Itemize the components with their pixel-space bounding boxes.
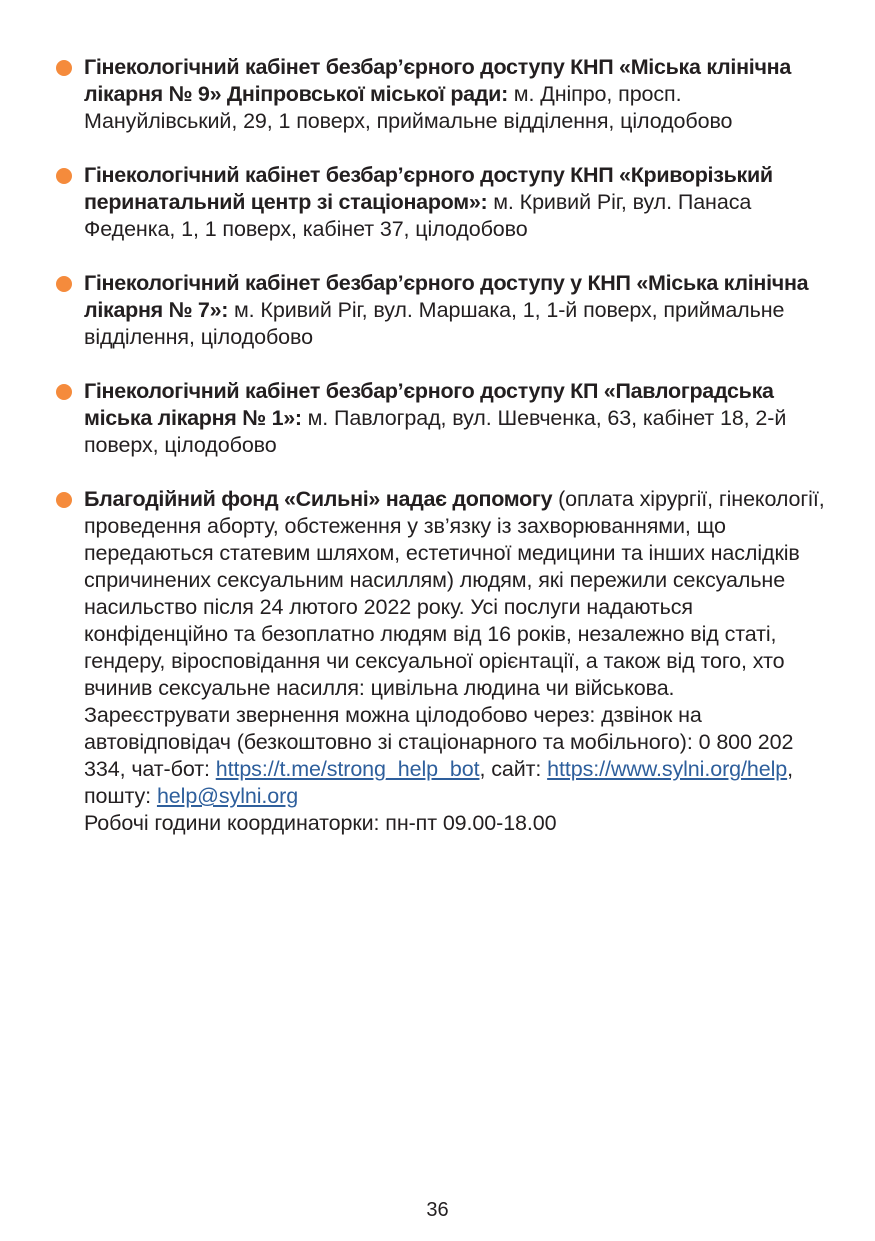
bullet-icon bbox=[56, 384, 72, 400]
item-address: м. Дніпро, просп. Мануйлівський, 29, 1 поверх, приймальне відділення, цілодобово bbox=[84, 82, 733, 133]
fund-list-item bbox=[56, 486, 826, 837]
item-title: Гінекологічний кабінет безбар’єрного доступу КП «Павлоградська міська лікарня № 1»: bbox=[84, 379, 774, 430]
list-item bbox=[56, 270, 826, 351]
item-title: Гінекологічний кабінет безбар’єрного доступу у КНП «Міська клінічна лікарня № 7»: bbox=[84, 271, 809, 322]
working-hours: Робочі години координаторки: пн-пт 09.00-18.00 bbox=[84, 811, 557, 835]
list-item bbox=[56, 54, 826, 135]
item-address: м. Кривий Ріг, вул. Маршака, 1, 1-й поверх, приймальне відділення, цілодобово bbox=[84, 298, 785, 349]
email-link[interactable]: help@sylni.org bbox=[156, 784, 299, 808]
list-item bbox=[56, 378, 826, 459]
item-title: Гінекологічний кабінет безбар’єрного доступу КНП «Міська клінічна лікарня № 9» Дніпровської міської ради: bbox=[84, 55, 791, 106]
item-address: м. Павлоград, вул. Шевченка, 63, кабінет 18, 2-й поверх, цілодобово bbox=[84, 406, 787, 457]
item-title: Гінекологічний кабінет безбар’єрного доступу КНП «Криворізький перинатальний центр зі стаціонаром»: bbox=[84, 163, 773, 214]
item-address: м. Кривий Ріг, вул. Панаса Феденка, 1, 1 поверх, кабінет 37, цілодобово bbox=[84, 190, 752, 241]
fund-title: Благодійний фонд «Сильні» надає допомогу bbox=[84, 487, 553, 511]
list-item bbox=[56, 162, 826, 243]
document-body bbox=[56, 54, 826, 864]
site-prefix: , сайт: bbox=[479, 757, 548, 781]
bullet-icon bbox=[56, 168, 72, 184]
email-prefix: , пошту: bbox=[84, 757, 793, 808]
site-link[interactable]: https://www.sylni.org/help bbox=[547, 757, 788, 781]
chatbot-link[interactable]: https://t.me/strong_help_bot bbox=[215, 757, 480, 781]
bullet-icon bbox=[56, 492, 72, 508]
fund-description: (оплата хірургії, гінекології, проведення аборту, обстеження у зв’язку із захворюваннями, що передаються статевим шляхом, естетичної медицини та інших наслідків спричинених сексуальним насиллям) людям, які пережили сексуальне насильство після 24 лютого 2022 року. Усі послуги надаються конфіденційно та безоплатно людям від 16 років, незалежно від статі, гендеру, віросповідання чи сексуальної орієнтації, а також від того, хто вчинив сексуальне насилля: цивільна людина чи військова. Зареєструвати звернення можна цілодобово через: дзвінок на автовідповідач (безкоштовно зі стаціонарного та мобільного): 0 800 202 334, чат-бот: bbox=[84, 487, 825, 781]
page-number: 36 bbox=[426, 1199, 449, 1221]
bullet-icon bbox=[56, 60, 72, 76]
bullet-icon bbox=[56, 276, 72, 292]
